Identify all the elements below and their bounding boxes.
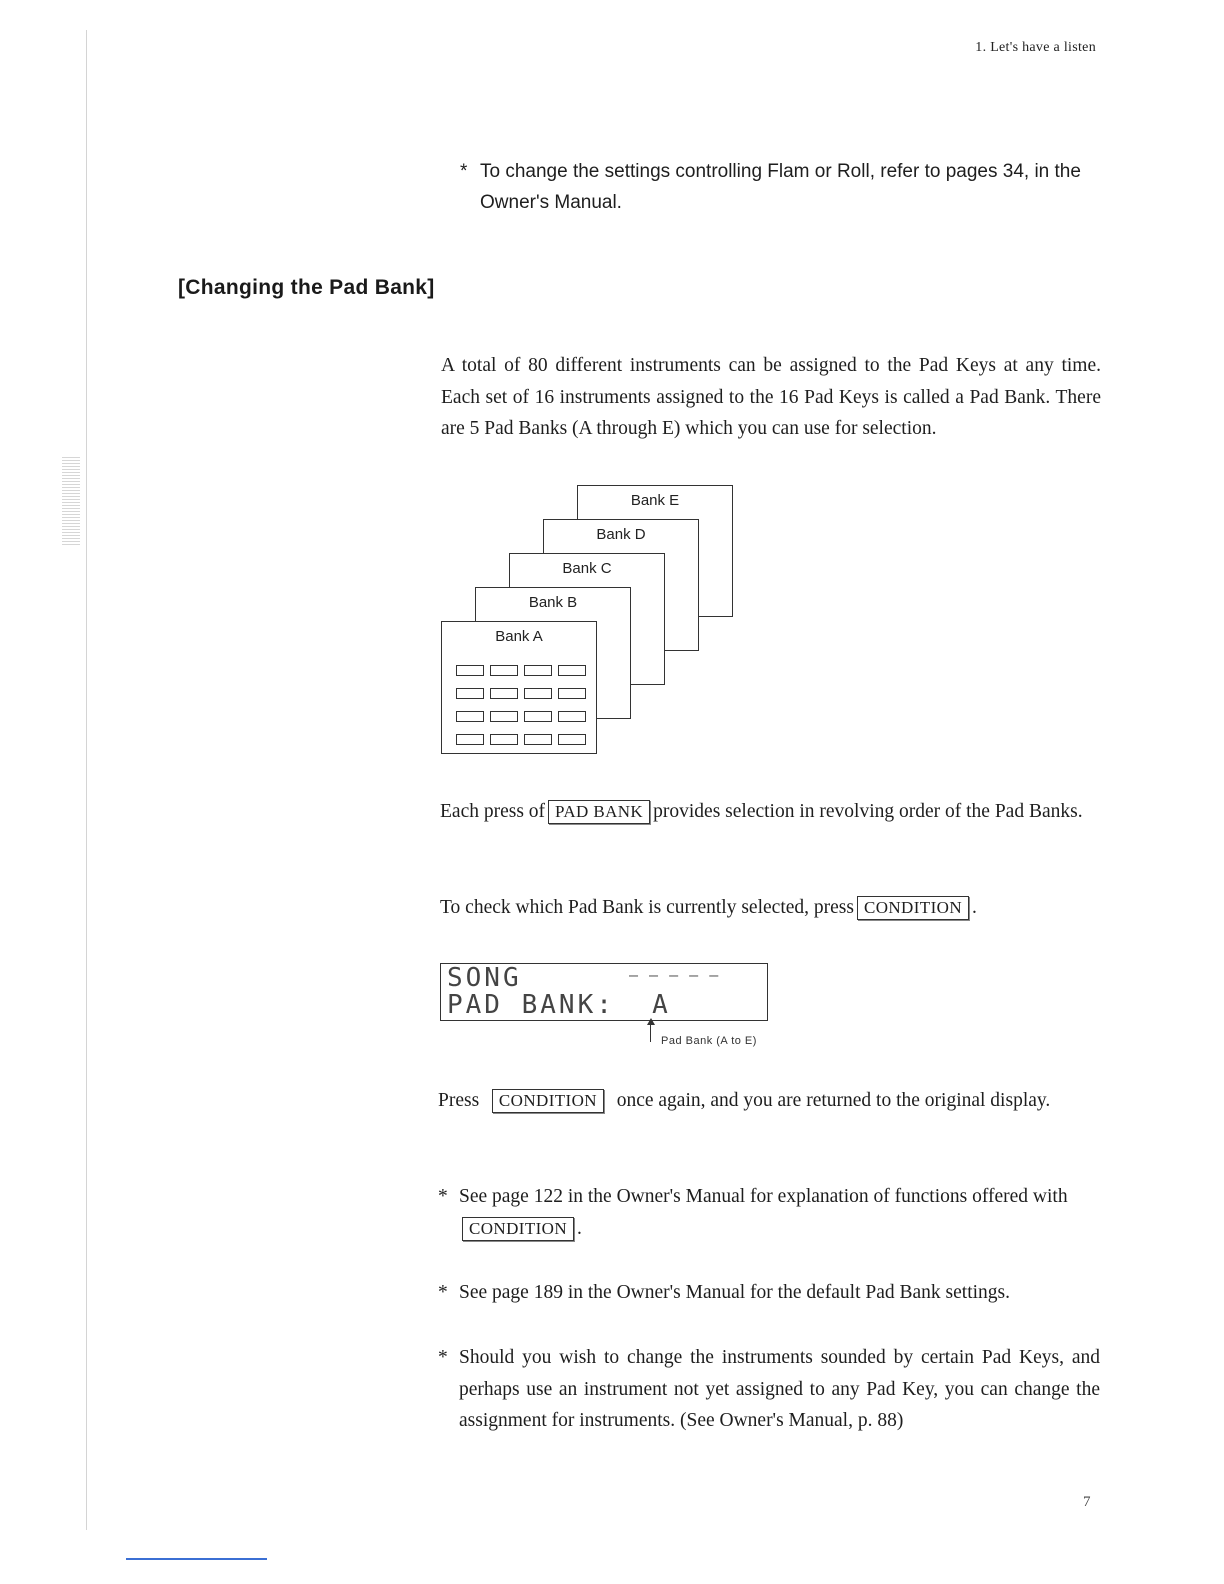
bank-b-label: Bank B <box>528 594 578 611</box>
pad-bank-button: PAD BANK <box>548 800 650 824</box>
bank-a-card <box>441 621 597 754</box>
note-3-star: * <box>438 1347 448 1368</box>
pad-key <box>524 688 552 699</box>
page-number: 7 <box>1083 1494 1091 1510</box>
note-1-before: See page 122 in the Owner's Manual for explanation of functions offered with <box>459 1186 1068 1207</box>
pad-key <box>524 665 552 676</box>
lcd-line-2: PAD BANK: A <box>447 990 671 1020</box>
pad-key <box>456 711 484 722</box>
condition-button-again: CONDITION <box>492 1089 604 1113</box>
condition-button: CONDITION <box>857 896 969 920</box>
paragraph2-after: provides selection in revolving order of the Pad Banks. <box>653 801 1083 822</box>
pad-key <box>490 665 518 676</box>
scan-noise-patch <box>62 455 80 545</box>
pad-key <box>524 734 552 745</box>
note-3 <box>438 1342 1100 1437</box>
paragraph-press-again <box>438 1085 1100 1117</box>
paragraph3-after: . <box>972 897 977 918</box>
bank-c-label: Bank C <box>562 560 612 577</box>
note-1-after: . <box>577 1217 582 1239</box>
note-2-star: * <box>438 1282 448 1303</box>
pad-key <box>558 665 586 676</box>
pad-key <box>524 711 552 722</box>
note-1-star: * <box>438 1186 448 1207</box>
pad-key <box>456 734 484 745</box>
paragraph-check-bank <box>440 892 1102 924</box>
lcd-line-1: SONG <box>447 963 522 993</box>
pad-key <box>558 688 586 699</box>
section-heading: [Changing the Pad Bank] <box>178 276 435 299</box>
running-title: 1. Let's have a listen <box>975 40 1096 55</box>
note-star: * <box>460 161 468 182</box>
paragraph2-before: Each press of <box>440 801 546 822</box>
paragraph4-before: Press <box>438 1090 480 1111</box>
paragraph4-after: once again, and you are returned to the original display. <box>616 1090 1051 1111</box>
pad-key <box>490 688 518 699</box>
scan-bottom-line <box>126 1558 267 1560</box>
note-3-text: Should you wish to change the instruments sounded by certain Pad Keys, and perhaps use an instrument not yet assigned to any Pad Key, you can change the assignment for instruments. (See Owner's Manual, p. 88) <box>459 1347 1100 1431</box>
pad-key <box>490 734 518 745</box>
pad-key <box>558 711 586 722</box>
note-2-text: See page 189 in the Owner's Manual for the default Pad Bank settings. <box>459 1282 1011 1303</box>
paragraph3-before: To check which Pad Bank is currently selected, press <box>440 897 854 918</box>
intro-note-text: To change the settings controlling Flam or Roll, refer to pages 34, in the Owner's Manual. <box>480 161 1081 213</box>
intro-note <box>460 156 1102 218</box>
bank-e-label: Bank E <box>630 492 680 509</box>
lcd-line-1-dashes: — — — — — <box>629 966 720 984</box>
note-2 <box>438 1277 1100 1309</box>
condition-button-note: CONDITION <box>462 1217 574 1241</box>
bank-a-label: Bank A <box>495 628 543 645</box>
lcd-pointer-arrowhead <box>647 1018 655 1025</box>
pad-key <box>558 734 586 745</box>
pad-key <box>456 688 484 699</box>
bank-d-label: Bank D <box>596 526 646 543</box>
note-1 <box>438 1181 1100 1244</box>
lcd-display <box>440 963 768 1021</box>
pad-key <box>490 711 518 722</box>
pad-key <box>456 665 484 676</box>
lcd-caption: Pad Bank (A to E) <box>661 1035 757 1047</box>
scan-edge-line <box>86 30 87 1530</box>
paragraph-pad-bank-intro: A total of 80 different instruments can be assigned to the Pad Keys at any time. Each set of 16 instruments assigned to the 16 Pad Keys is called a Pad Bank. There are 5 Pad Banks (A through E) which you can use for selection. <box>441 355 1101 439</box>
paragraph-pad-bank-press <box>440 796 1102 828</box>
